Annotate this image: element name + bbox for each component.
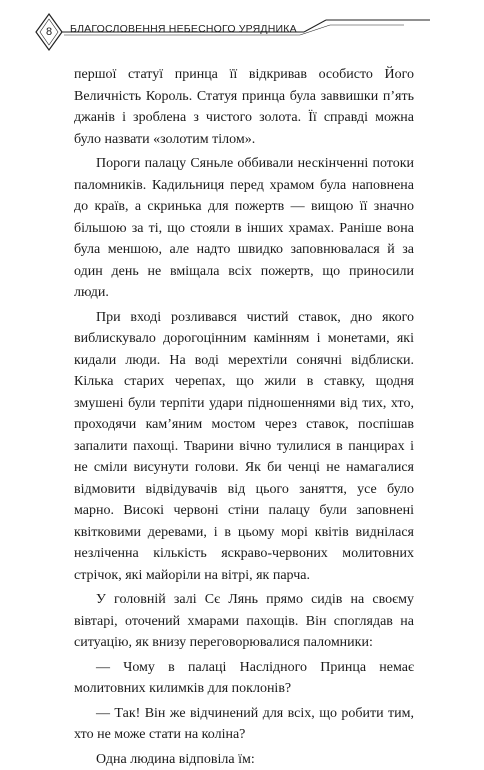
paragraph: У головній залі Сє Лянь прямо сидів на своєму вівтарі, оточений хмарами пахощів. Він споглядав на ситуацію, як внизу переговорювалися паломники: (74, 589, 414, 654)
running-title: БЛАГОСЛОВЕННЯ НЕБЕСНОГО УРЯДНИКА (70, 23, 297, 35)
body-text (74, 64, 414, 770)
paragraph: першої статуї принца її відкривав особисто Його Величність Король. Статуя принца була заввишки п’ять джанів і зроблена з чистого золота. Її справді можна було назвати «золотим тілом». (74, 64, 414, 150)
dialogue-line: — Так! Він же відчинений для всіх, що робити тим, хто не може стати на коліна? (74, 703, 414, 746)
paragraph: Одна людина відповіла їм: (74, 749, 414, 770)
paragraph: Пороги палацу Сяньле оббивали нескінченні потоки паломників. Кадильниця перед храмом була наповнена до країв, а скринька для пожертв — вищою її значно більшою за ті, що стояли в інших храмах. Раніше вона була меншою, але надто швидко заповнювалася й за один день не вміщала всіх пожертв, що приносили люди. (74, 153, 414, 304)
page-number: 8 (38, 22, 60, 42)
paragraph: При вході розливався чистий ставок, дно якого виблискувало дорогоцінним камінням і монетами, які кидали люди. На воді мерехтіли сонячні відблиски. Кілька старих черепах, що жили в ставку, щодня змушені були терпіти удари підношеннями від тих, хто, проходячи кам’яним мостом через ставок, поспішав запалити пахощі. Тварини вічно тулилися в панцирах і не сміли висунути голови. Як би ченці не намагалися відмовити відвідувачів від цього заняття, усе було марно. Високі червоні стіни палацу були заповнені квітковими деревами, і в цьому морі квітів виднілася незліченна кількість яскраво-червоних молитовних стрічок, які майоріли на вітрі, як парча. (74, 307, 414, 587)
page-header (0, 0, 484, 60)
dialogue-line: — Чому в палаці Наслідного Принца немає молитовних килимків для поклонів? (74, 657, 414, 700)
